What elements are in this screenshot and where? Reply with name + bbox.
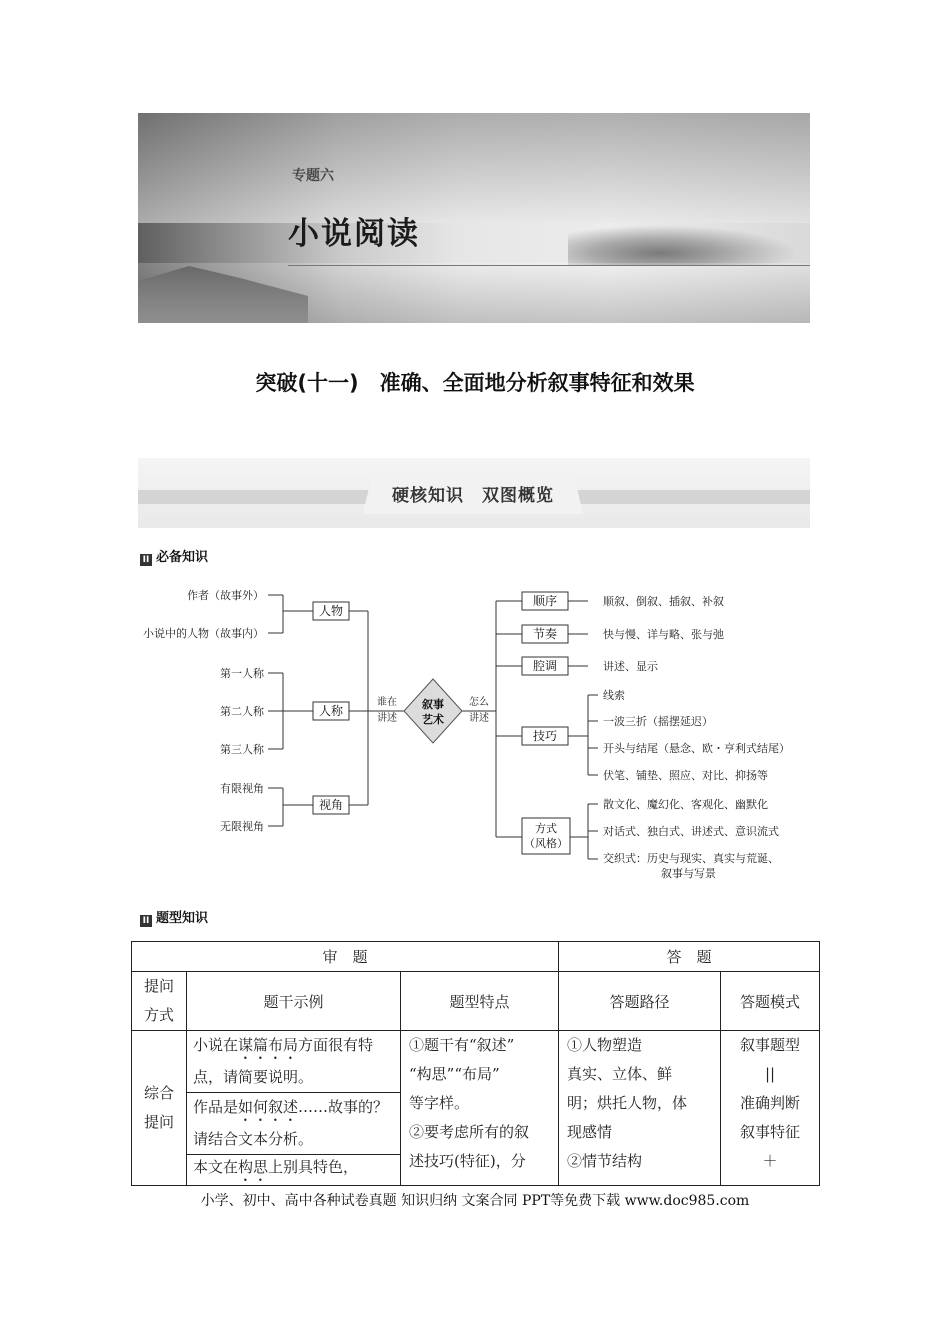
leaf-limited-view: 有限视角	[220, 782, 264, 795]
leaf-unlimited-view: 无限视角	[220, 820, 264, 833]
group-rhythm: 节奏	[532, 627, 558, 641]
item-mode-3: 交织式：历史与现实、真实与荒诞、	[603, 852, 779, 865]
group-viewpoint: 视角	[318, 798, 344, 812]
feature-cell: ①题干有“叙述” “构思”“布局” 等字样。 ②要考虑所有的叙 述技巧(特征)，分	[401, 1031, 559, 1186]
question-type-table	[131, 941, 820, 1186]
group-tone: 腔调	[532, 659, 558, 673]
header-banner	[138, 113, 810, 323]
center-label-2: 艺术	[422, 713, 444, 726]
example-3: 本文在构思上别具特色，	[187, 1155, 401, 1186]
leaf-character: 小说中的人物（故事内）	[143, 627, 264, 640]
section-banner-label: 硬核知识 双图概览	[392, 486, 554, 506]
leaf-author: 作者（故事外）	[187, 589, 264, 602]
col-feature: 题型特点	[401, 972, 559, 1031]
model-cell: 叙事题型 || 准确判断 叙事特征 ＋	[721, 1031, 820, 1186]
row-mode: 综合 提问	[132, 1031, 187, 1186]
col-path: 答题路径	[559, 972, 721, 1031]
section-marker-icon: II	[140, 915, 152, 927]
item-technique-1: 线索	[603, 689, 625, 702]
topic-title: 小说阅读	[288, 216, 420, 252]
group-order: 顺序	[532, 594, 558, 608]
join-how-2: 讲述	[469, 713, 489, 724]
head-answer: 答 题	[559, 942, 820, 972]
group-person: 人称	[318, 704, 344, 718]
chapter-title: 突破(十一) 准确、全面地分析叙事特征和效果	[255, 371, 695, 395]
center-label-1: 叙事	[422, 698, 444, 711]
section-heading-required: II 必备知识	[140, 546, 208, 566]
join-who-2: 讲述	[377, 713, 397, 724]
page-footer: 小学、初中、高中各种试卷真题 知识归纳 文案合同 PPT等免费下载 www.doc985.com	[200, 1193, 750, 1209]
knowledge-diagram	[138, 575, 818, 885]
leaf-first-person: 第一人称	[220, 667, 264, 680]
group-character: 人物	[318, 604, 344, 618]
join-who-1: 谁在	[377, 697, 397, 708]
topic-number: 专题六	[292, 168, 334, 184]
item-technique-2: 一波三折（摇摆延迟）	[603, 715, 713, 728]
item-order: 顺叙、倒叙、插叙、补叙	[603, 595, 724, 608]
example-1: 小说在谋篇布局方面很有特点，请简要说明。	[187, 1031, 401, 1093]
item-mode-4: 叙事与写景	[661, 867, 716, 880]
group-mode: 方式	[535, 822, 557, 835]
col-model: 答题模式	[721, 972, 820, 1031]
item-mode-1: 散文化、魔幻化、客观化、幽默化	[603, 798, 768, 811]
section-heading-question-types: II 题型知识	[140, 907, 208, 927]
center-diamond	[404, 679, 462, 743]
leaf-second-person: 第二人称	[220, 705, 264, 718]
item-technique-3: 开头与结尾（悬念、欧・亨利式结尾）	[603, 742, 790, 755]
head-review: 审 题	[132, 942, 559, 972]
item-technique-4: 伏笔、铺垫、照应、对比、抑扬等	[603, 769, 768, 782]
group-mode-style: （风格）	[524, 837, 568, 850]
col-ask-mode: 提问 方式	[132, 972, 187, 1031]
group-technique: 技巧	[532, 729, 558, 743]
item-tone: 讲述、显示	[603, 660, 658, 673]
section-marker-icon: II	[140, 554, 152, 566]
join-how-1: 怎么	[469, 697, 489, 708]
col-example: 题干示例	[187, 972, 401, 1031]
leaf-third-person: 第三人称	[220, 743, 264, 756]
item-rhythm: 快与慢、详与略、张与弛	[603, 628, 724, 641]
section-banner	[138, 458, 810, 528]
path-cell: ①人物塑造 真实、立体、鲜 明；烘托人物，体 现感情 ②情节结构	[559, 1031, 721, 1186]
example-2: 作品是如何叙述……故事的？请结合文本分析。	[187, 1093, 401, 1155]
item-mode-2: 对话式、独白式、讲述式、意识流式	[603, 825, 779, 838]
